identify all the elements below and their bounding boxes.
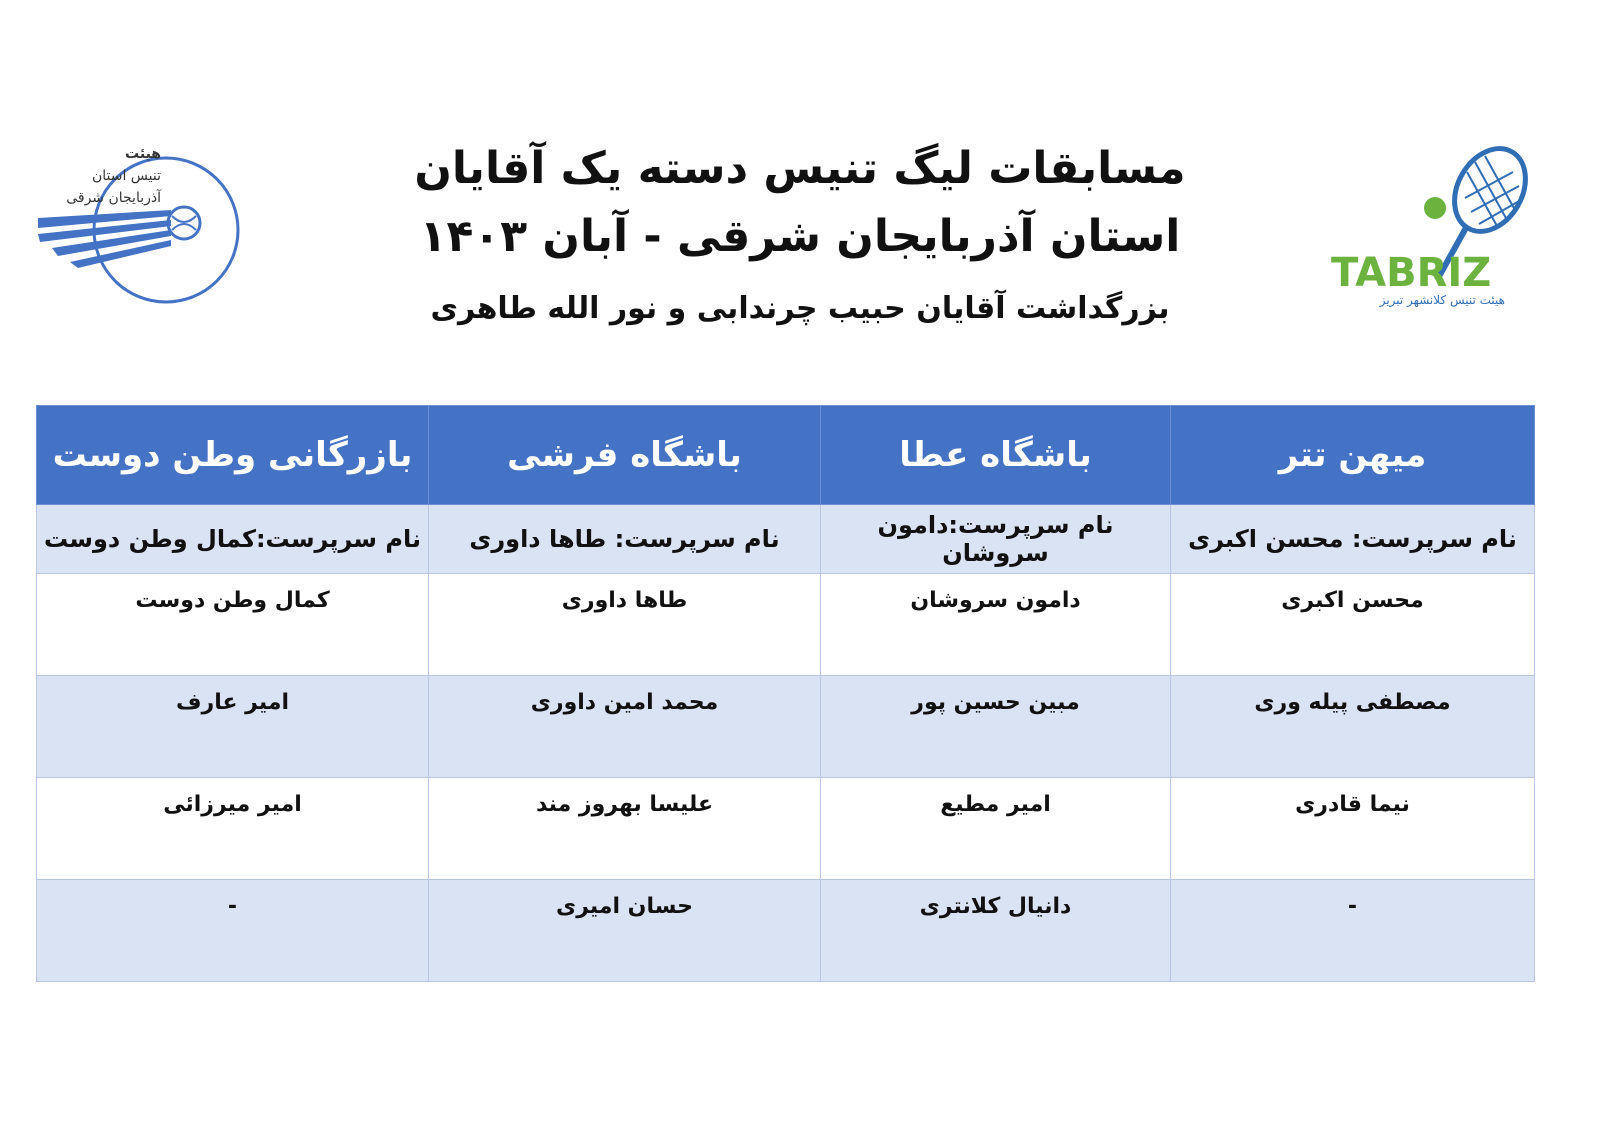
player-cell: امیر مطیع: [821, 778, 1171, 880]
player-cell: مبین حسین پور: [821, 676, 1171, 778]
tennis-ball-icon: [1424, 197, 1446, 219]
player-cell: کمال وطن دوست: [37, 574, 429, 676]
team-header-row: [37, 406, 1535, 505]
east-azerbaijan-tennis-board-logo: [36, 138, 246, 313]
supervisor-cell: نام سرپرست: محسن اکبری: [1171, 505, 1535, 574]
supervisor-cell: نام سرپرست:دامون سروشان: [821, 505, 1171, 574]
player-row: [37, 676, 1535, 778]
teams-table: [36, 405, 1535, 982]
player-cell: -: [1171, 880, 1535, 982]
page-subtitle: استان آذربایجان شرقی - آبان ۱۴۰۳: [419, 211, 1181, 262]
left-logo-line1: هیئت: [125, 146, 161, 162]
supervisor-cell: نام سرپرست:کمال وطن دوست: [37, 505, 429, 574]
player-cell: امیر عارف: [37, 676, 429, 778]
player-row: [37, 778, 1535, 880]
player-cell: امیر میرزائی: [37, 778, 429, 880]
player-cell: محسن اکبری: [1171, 574, 1535, 676]
teams-table-container: [36, 405, 1534, 982]
commemoration-line: بزرگداشت آقایان حبیب چرندابی و نور الله طاهری: [430, 291, 1170, 326]
player-cell: مصطفی پیله وری: [1171, 676, 1535, 778]
left-logo-line3: آذربایجان شرقی: [66, 190, 161, 206]
player-cell: دانیال کلانتری: [821, 880, 1171, 982]
team-name-cell: میهن تتر: [1171, 406, 1535, 505]
supervisor-cell: نام سرپرست: طاها داوری: [429, 505, 821, 574]
player-cell: دامون سروشان: [821, 574, 1171, 676]
player-cell: محمد امین داوری: [429, 676, 821, 778]
player-cell: حسان امیری: [429, 880, 821, 982]
player-cell: نیما قادری: [1171, 778, 1535, 880]
player-cell: علیسا بهروز مند: [429, 778, 821, 880]
player-cell: طاها داوری: [429, 574, 821, 676]
tabriz-wordmark: TABRIZ: [1331, 250, 1492, 296]
player-row: [37, 880, 1535, 982]
team-name-cell: باشگاه عطا: [821, 406, 1171, 505]
player-cell: -: [37, 880, 429, 982]
page-header: [0, 0, 1600, 400]
page-title: مسابقات لیگ تنیس دسته یک آقایان: [414, 143, 1186, 194]
team-name-cell: باشگاه فرشی: [429, 406, 821, 505]
team-name-cell: بازرگانی وطن دوست: [37, 406, 429, 505]
tabriz-subtitle: هیئت تنیس کلانشهر تبریز: [1379, 293, 1505, 307]
left-logo-line2: تنیس استان: [91, 168, 161, 184]
supervisor-row: [37, 505, 1535, 574]
title-block: [300, 135, 1300, 341]
tabriz-tennis-logo: [1325, 140, 1540, 315]
player-row: [37, 574, 1535, 676]
